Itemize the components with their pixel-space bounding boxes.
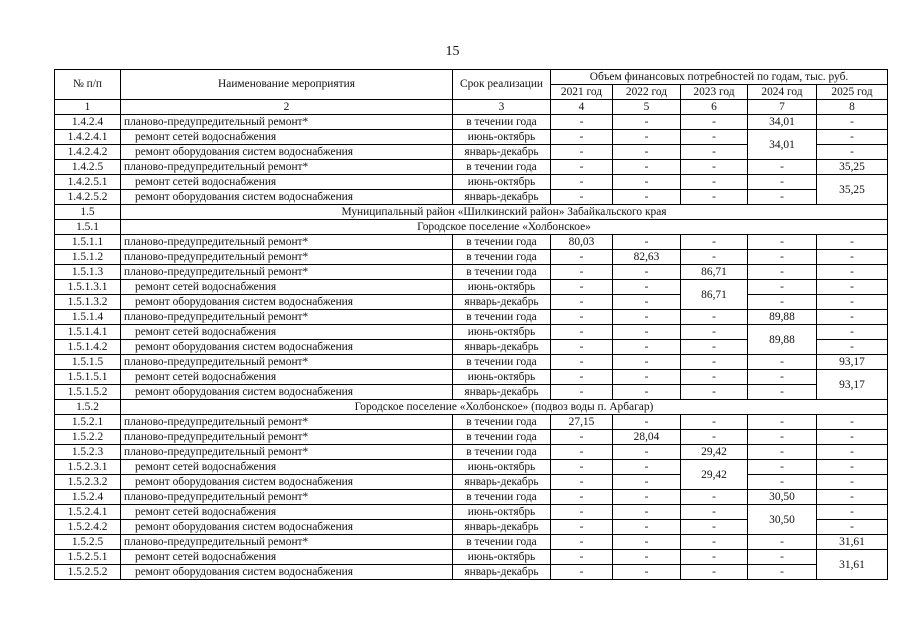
index-cell: 6 [681,100,748,115]
term: июнь-октябрь [453,370,551,385]
financing-table [54,69,888,580]
amount-cell: - [613,535,681,550]
amount-cell: - [817,490,888,505]
amount-cell: - [551,190,613,205]
amount-cell: - [551,130,613,145]
amount-cell: - [817,295,888,310]
term: январь-декабрь [453,190,551,205]
row-number: 1.5.2.5 [55,535,121,550]
amount-cell: - [613,490,681,505]
amount-cell: - [817,340,888,355]
measure-name: ремонт оборудования систем водоснабжения [121,565,453,580]
measure-name: планово-предупредительный ремонт* [121,415,453,430]
amount-cell: - [681,535,748,550]
amount-cell: 89,88 [748,310,817,325]
table-row [55,475,888,490]
term: январь-декабрь [453,295,551,310]
amount-cell: - [748,370,817,385]
amount-cell: - [681,325,748,340]
amount-cell: - [551,355,613,370]
amount-cell: - [551,175,613,190]
term: январь-декабрь [453,145,551,160]
row-number: 1.5.2.4.2 [55,520,121,535]
measure-name: ремонт сетей водоснабжения [121,460,453,475]
header-num: № п/п [55,70,121,100]
measure-name: планово-предупредительный ремонт* [121,430,453,445]
term: январь-декабрь [453,520,551,535]
amount-cell: - [551,325,613,340]
table-row [55,280,888,295]
term: июнь-октябрь [453,130,551,145]
header-volume: Объем финансовых потребностей по годам, тыс. руб. [551,70,888,85]
table-body [55,115,888,580]
header-year: 2024 год [748,85,817,100]
table-row [55,415,888,430]
amount-cell: - [681,490,748,505]
amount-cell: - [817,145,888,160]
page-number: 15 [445,44,460,59]
measure-name: планово-предупредительный ремонт* [121,535,453,550]
amount-cell: - [613,475,681,490]
row-number: 1.4.2.5.2 [55,190,121,205]
term: в течении года [453,115,551,130]
amount-cell: - [551,550,613,565]
amount-cell: 29,42 [681,445,748,460]
table-row [55,235,888,250]
term: в течении года [453,445,551,460]
amount-cell: - [551,310,613,325]
amount-cell: - [613,130,681,145]
table-row [55,370,888,385]
amount-cell: - [551,265,613,280]
measure-name: ремонт оборудования систем водоснабжения [121,145,453,160]
index-cell: 5 [613,100,681,115]
amount-cell: - [613,445,681,460]
amount-cell: - [681,115,748,130]
measure-name: ремонт сетей водоснабжения [121,325,453,340]
amount-cell: 30,50 [748,505,817,535]
row-number: 1.4.2.4 [55,115,121,130]
row-number: 1.5.1.4 [55,310,121,325]
term: в течении года [453,490,551,505]
row-number: 1.5.2.4.1 [55,505,121,520]
table-row [55,310,888,325]
measure-name: планово-предупредительный ремонт* [121,235,453,250]
amount-cell: - [748,535,817,550]
measure-name: ремонт оборудования систем водоснабжения [121,385,453,400]
amount-cell: - [613,310,681,325]
term: июнь-октябрь [453,325,551,340]
term: июнь-октябрь [453,505,551,520]
measure-name: ремонт оборудования систем водоснабжения [121,190,453,205]
table-row [55,130,888,145]
measure-name: ремонт сетей водоснабжения [121,130,453,145]
measure-name: ремонт сетей водоснабжения [121,280,453,295]
amount-cell: - [748,250,817,265]
table-row [55,445,888,460]
amount-cell: 28,04 [613,430,681,445]
term: январь-декабрь [453,385,551,400]
measure-name: ремонт сетей водоснабжения [121,505,453,520]
amount-cell: - [681,520,748,535]
term: в течении года [453,415,551,430]
table-row [55,190,888,205]
amount-cell: - [613,295,681,310]
section-row [55,220,888,235]
amount-cell: 93,17 [817,355,888,370]
amount-cell: - [613,505,681,520]
term: январь-декабрь [453,340,551,355]
index-cell: 8 [817,100,888,115]
amount-cell: - [613,325,681,340]
row-number: 1.5 [55,205,121,220]
amount-cell: - [681,160,748,175]
amount-cell: - [748,280,817,295]
table-row [55,460,888,475]
amount-cell: - [817,130,888,145]
measure-name: планово-предупредительный ремонт* [121,115,453,130]
table-row [55,385,888,400]
amount-cell: - [817,265,888,280]
row-number: 1.5.2.5.1 [55,550,121,565]
table-row [55,490,888,505]
amount-cell: 30,50 [748,490,817,505]
row-number: 1.5.1.3.1 [55,280,121,295]
amount-cell: - [681,235,748,250]
amount-cell: - [613,565,681,580]
term: в течении года [453,535,551,550]
amount-cell: - [748,355,817,370]
table-row [55,250,888,265]
amount-cell: - [817,445,888,460]
row-number: 1.5.1.4.2 [55,340,121,355]
amount-cell: - [681,145,748,160]
amount-cell: - [681,505,748,520]
measure-name: планово-предупредительный ремонт* [121,265,453,280]
amount-cell: - [681,550,748,565]
amount-cell: - [748,460,817,475]
amount-cell: - [681,250,748,265]
term: июнь-октябрь [453,175,551,190]
row-number: 1.5.1.3.2 [55,295,121,310]
amount-cell: - [613,385,681,400]
amount-cell: - [748,160,817,175]
measure-name: ремонт оборудования систем водоснабжения [121,295,453,310]
term: июнь-октябрь [453,280,551,295]
amount-cell: 80,03 [551,235,613,250]
row-number: 1.5.2.1 [55,415,121,430]
amount-cell: - [681,415,748,430]
amount-cell: - [551,565,613,580]
amount-cell: - [613,370,681,385]
amount-cell: - [613,145,681,160]
amount-cell: - [817,460,888,475]
amount-cell: 34,01 [748,130,817,160]
header-year: 2021 год [551,85,613,100]
amount-cell: 35,25 [817,160,888,175]
section-row [55,400,888,415]
row-number: 1.5.2.3.1 [55,460,121,475]
amount-cell: - [817,415,888,430]
amount-cell: - [681,175,748,190]
row-number: 1.5.1.3 [55,265,121,280]
amount-cell: 31,61 [817,550,888,580]
table-row [55,550,888,565]
header-year: 2025 год [817,85,888,100]
amount-cell: - [748,430,817,445]
amount-cell: - [748,445,817,460]
table-row [55,115,888,130]
table-row [55,265,888,280]
amount-cell: - [551,295,613,310]
amount-cell: - [551,460,613,475]
measure-name: ремонт оборудования систем водоснабжения [121,520,453,535]
amount-cell: - [613,265,681,280]
measure-name: планово-предупредительный ремонт* [121,250,453,265]
row-number: 1.5.2.3.2 [55,475,121,490]
amount-cell: - [681,355,748,370]
row-number: 1.5.1.5.2 [55,385,121,400]
amount-cell: - [551,475,613,490]
measure-name: ремонт сетей водоснабжения [121,550,453,565]
amount-cell: - [613,175,681,190]
section-row [55,205,888,220]
amount-cell: - [613,550,681,565]
row-number: 1.4.2.5.1 [55,175,121,190]
amount-cell: - [551,520,613,535]
amount-cell: - [551,445,613,460]
amount-cell: - [748,415,817,430]
amount-cell: - [748,265,817,280]
amount-cell: - [681,370,748,385]
amount-cell: - [748,565,817,580]
amount-cell: - [817,475,888,490]
row-number: 1.5.1.1 [55,235,121,250]
header-name: Наименование мероприятия [121,70,453,100]
row-number: 1.5.2.4 [55,490,121,505]
term: в течении года [453,310,551,325]
amount-cell: - [613,160,681,175]
row-number: 1.5.2.3 [55,445,121,460]
amount-cell: - [613,355,681,370]
amount-cell: - [681,310,748,325]
table-row [55,565,888,580]
row-number: 1.5.1 [55,220,121,235]
amount-cell: - [817,520,888,535]
amount-cell: - [817,505,888,520]
amount-cell: 82,63 [613,250,681,265]
amount-cell: - [681,565,748,580]
amount-cell: - [817,115,888,130]
table-row [55,505,888,520]
amount-cell: - [748,190,817,205]
header-row-1 [55,70,888,85]
amount-cell: - [551,430,613,445]
table-row [55,295,888,310]
amount-cell: 89,88 [748,325,817,355]
row-number: 1.5.1.2 [55,250,121,265]
amount-cell: - [613,340,681,355]
table-row [55,535,888,550]
amount-cell: - [817,250,888,265]
measure-name: планово-предупредительный ремонт* [121,445,453,460]
row-number: 1.4.2.4.2 [55,145,121,160]
row-number: 1.5.1.4.1 [55,325,121,340]
index-cell: 1 [55,100,121,115]
amount-cell: - [613,520,681,535]
section-title: Городское поселение «Холбонское» (подвоз воды п. Арбагар) [121,400,888,415]
amount-cell: - [613,415,681,430]
amount-cell: - [551,370,613,385]
amount-cell: - [748,550,817,565]
table-row [55,160,888,175]
measure-name: ремонт сетей водоснабжения [121,175,453,190]
amount-cell: - [817,430,888,445]
amount-cell: - [817,235,888,250]
term: в течении года [453,265,551,280]
index-cell: 3 [453,100,551,115]
table-row [55,355,888,370]
measure-name: планово-предупредительный ремонт* [121,490,453,505]
amount-cell: - [551,340,613,355]
term: в течении года [453,355,551,370]
term: январь-декабрь [453,565,551,580]
row-number: 1.5.1.5 [55,355,121,370]
index-cell: 2 [121,100,453,115]
amount-cell: - [748,295,817,310]
table-row [55,430,888,445]
term: в течении года [453,160,551,175]
index-row [55,100,888,115]
amount-cell: 86,71 [681,280,748,310]
amount-cell: - [613,280,681,295]
amount-cell: - [551,115,613,130]
amount-cell: - [551,505,613,520]
amount-cell: - [613,235,681,250]
row-number: 1.5.2.5.2 [55,565,121,580]
measure-name: ремонт оборудования систем водоснабжения [121,475,453,490]
term: в течении года [453,250,551,265]
section-title: Городское поселение «Холбонское» [121,220,888,235]
table-row [55,325,888,340]
header-year: 2023 год [681,85,748,100]
amount-cell: - [551,145,613,160]
row-number: 1.5.2.2 [55,430,121,445]
amount-cell: - [613,460,681,475]
amount-cell: - [817,310,888,325]
index-cell: 7 [748,100,817,115]
row-number: 1.4.2.4.1 [55,130,121,145]
index-cell: 4 [551,100,613,115]
term: июнь-октябрь [453,460,551,475]
measure-name: ремонт оборудования систем водоснабжения [121,340,453,355]
section-title: Муниципальный район «Шилкинский район» Забайкальского края [121,205,888,220]
header-year: 2022 год [613,85,681,100]
amount-cell: 86,71 [681,265,748,280]
amount-cell: 31,61 [817,535,888,550]
amount-cell: - [748,175,817,190]
row-number: 1.5.1.5.1 [55,370,121,385]
amount-cell: - [817,325,888,340]
amount-cell: 93,17 [817,370,888,400]
amount-cell: - [551,385,613,400]
measure-name: планово-предупредительный ремонт* [121,160,453,175]
row-number: 1.4.2.5 [55,160,121,175]
amount-cell: 29,42 [681,460,748,490]
amount-cell: - [551,535,613,550]
amount-cell: - [817,280,888,295]
amount-cell: 34,01 [748,115,817,130]
term: в течении года [453,235,551,250]
term: июнь-октябрь [453,550,551,565]
amount-cell: - [748,385,817,400]
term: январь-декабрь [453,475,551,490]
amount-cell: - [551,490,613,505]
table-row [55,175,888,190]
measure-name: ремонт сетей водоснабжения [121,370,453,385]
measure-name: планово-предупредительный ремонт* [121,310,453,325]
amount-cell: - [551,250,613,265]
amount-cell: - [681,385,748,400]
amount-cell: - [613,115,681,130]
amount-cell: - [551,280,613,295]
amount-cell: - [681,430,748,445]
amount-cell: 27,15 [551,415,613,430]
row-number: 1.5.2 [55,400,121,415]
amount-cell: - [681,190,748,205]
amount-cell: - [551,160,613,175]
measure-name: планово-предупредительный ремонт* [121,355,453,370]
amount-cell: - [748,475,817,490]
amount-cell: - [681,130,748,145]
header-term: Срок реализации [453,70,551,100]
term: в течении года [453,430,551,445]
amount-cell: 35,25 [817,175,888,205]
amount-cell: - [748,235,817,250]
amount-cell: - [613,190,681,205]
amount-cell: - [681,340,748,355]
